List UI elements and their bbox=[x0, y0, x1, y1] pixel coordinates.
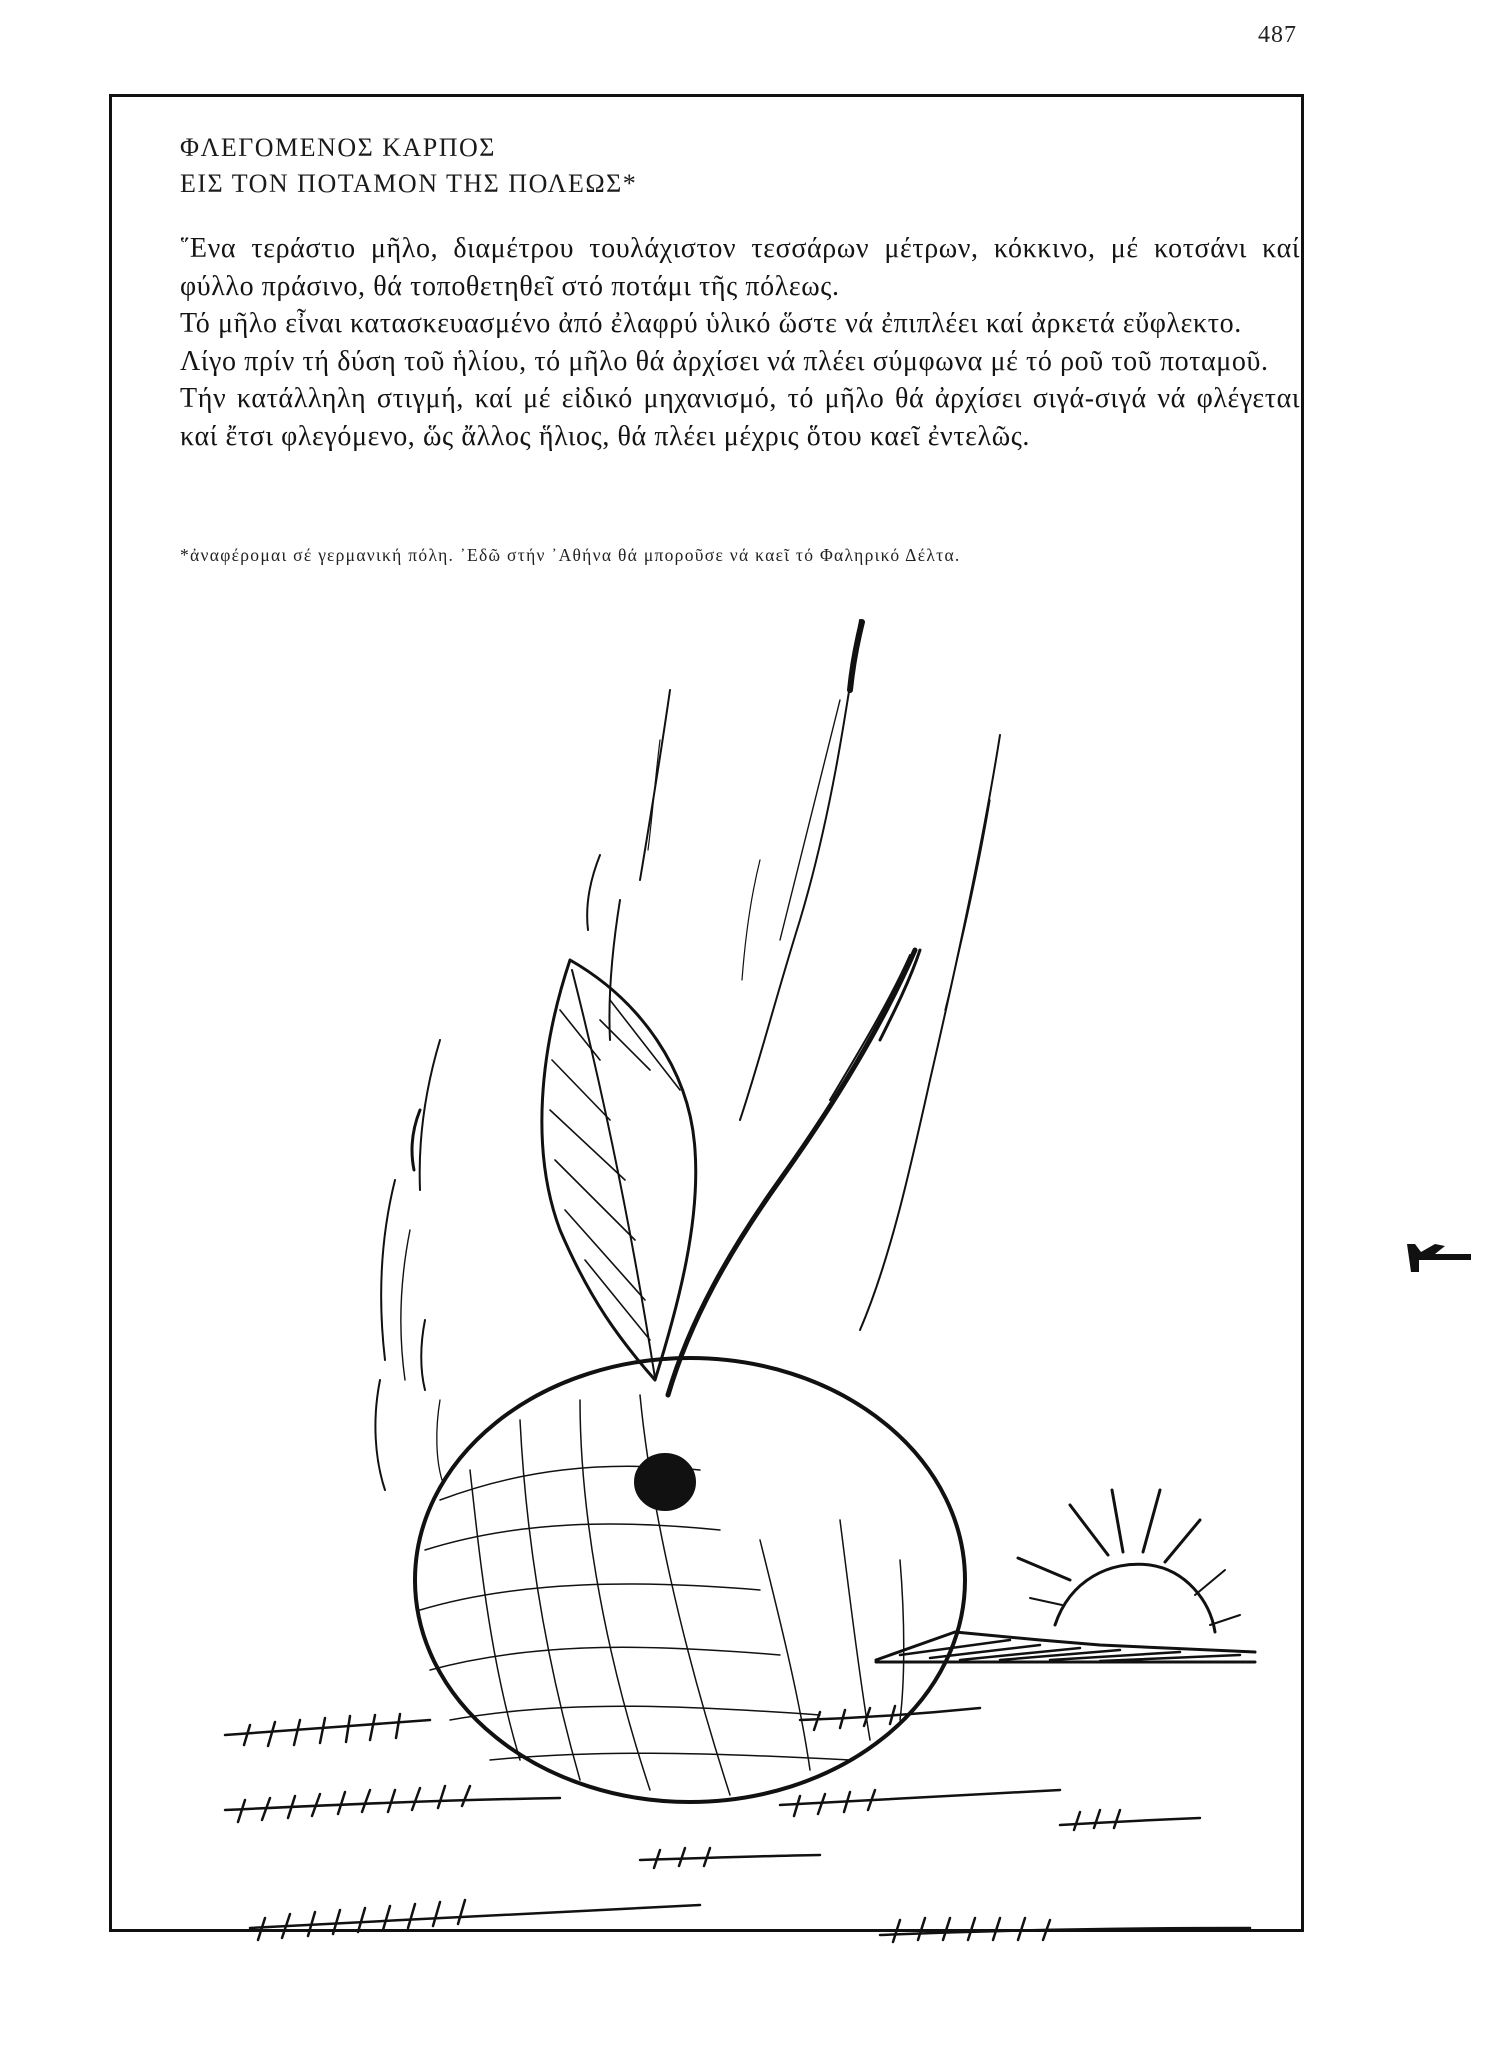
setting-sun bbox=[1018, 1490, 1240, 1632]
paragraph: Λίγο πρίν τή δύση τοῦ ἡλίου, τό μῆλο θά ἀρχίσει νά πλέει σύμφωνα μέ τό ροῦ τοῦ ποταμοῦ. bbox=[180, 345, 1269, 377]
page-number: 487 bbox=[1258, 22, 1297, 48]
horizon bbox=[876, 1632, 1255, 1662]
paragraph: ῞Ενα τεράστιο μῆλο, διαμέτρου τουλάχιστον τεσσάρων μέτρων, κόκκινο, μέ κοτσάνι καί φύλλο πράσινο, θά τοποθετηθεῖ στό ποτάμι τῆς πόλεως. bbox=[180, 233, 1300, 302]
apple-stem bbox=[668, 950, 920, 1395]
paragraph: Τήν κατάλληλη στιγμή, καί μέ εἰδικό μηχανισμό, τό μῆλο θά ἀρχίσει σιγά-σιγά νά φλέγεται καί ἔτσι φλεγόμενο, ὥς ἄλλος ἥλιος, θά πλέει μέχρις ὅτου καεῖ ἐντελῶς. bbox=[180, 383, 1300, 452]
apple bbox=[415, 1358, 965, 1802]
footnote: *ἀναφέρομαι σέ γερμανική πόλη. ᾿Εδῶ στήν ᾿Αθήνα θά μποροῦσε νά καεῖ τό Φαληρικό Δέλτα. bbox=[180, 545, 961, 565]
pointing-hand-icon bbox=[1405, 1240, 1475, 1276]
paragraph: Τό μῆλο εἶναι κατασκευασμένο ἀπό ἐλαφρύ ὑλικό ὥστε νά ἐπιπλέει καί ἀρκετά εὔφλεκτο. bbox=[180, 308, 1242, 339]
title-line-2: ΕΙΣ ΤΟΝ ΠΟΤΑΜΟΝ ΤΗΣ ΠΟΛΕΩΣ* bbox=[180, 169, 638, 198]
title-line-1: ΦΛΕΓΟΜΕΝΟΣ ΚΑΡΠΟΣ bbox=[180, 133, 496, 162]
leaf bbox=[542, 960, 696, 1380]
water-strokes bbox=[225, 1706, 1250, 1942]
